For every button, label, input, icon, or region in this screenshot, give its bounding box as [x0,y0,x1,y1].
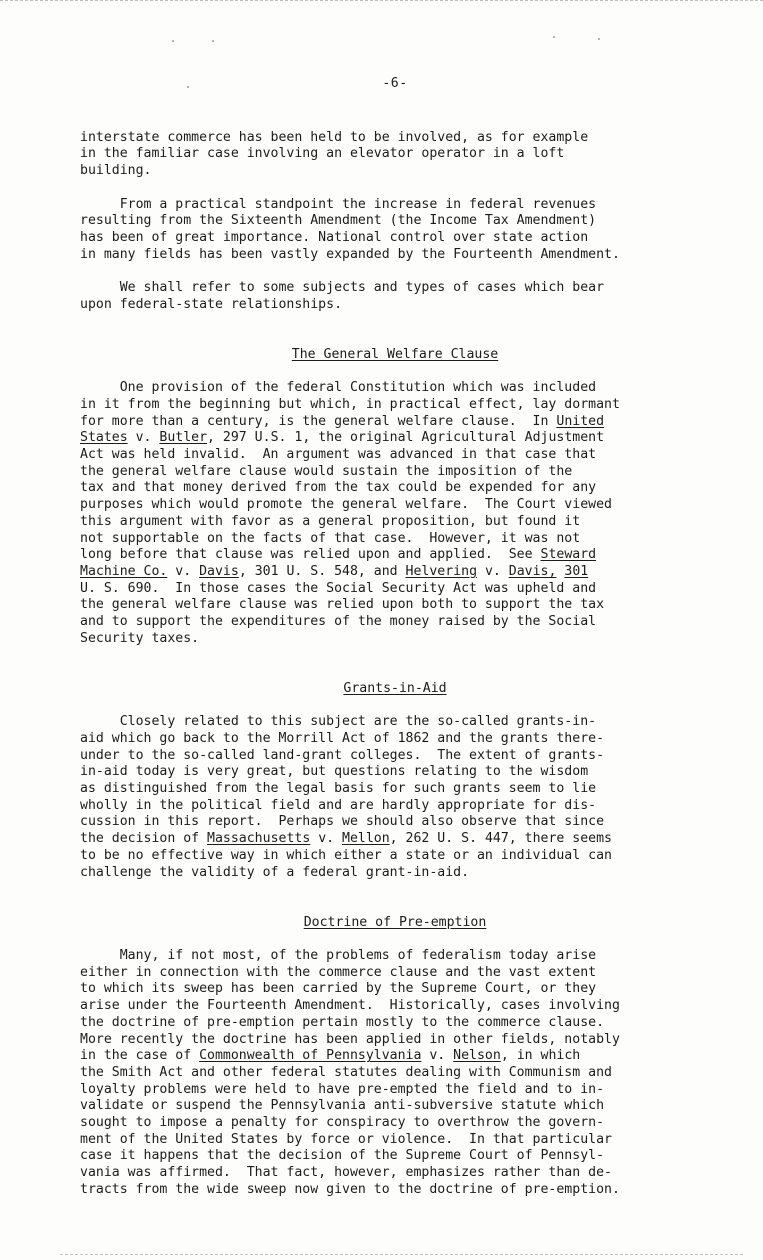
case-name: Nelson [453,1048,501,1064]
text-line: the decision of Massachusetts v. Mellon, 262 U. S. 447, there seems [80,831,612,847]
document-body [80,76,710,1199]
page-bottom-edge [60,1254,743,1255]
text-line: challenge the validity of a federal grant-in-aid. [80,864,470,880]
text-line: Machine Co. v. Davis, 301 U. S. 548, and Helvering v. Davis, 301 [80,563,589,579]
page-number: -6- [382,76,408,91]
text-line: interstate commerce has been held to be involved, as for example [80,129,589,145]
text-line: in the familiar case involving an elevator operator in a loft [80,146,565,162]
text-line: arise under the Fourteenth Amendment. Historically, cases involving [80,998,620,1014]
text-line: sought to impose a penalty for conspiracy to overthrow the govern- [80,1115,605,1131]
text-line: in many fields has been vastly expanded by the Fourteenth Amendment. [80,246,620,262]
text-line: in it from the beginning but which, in practical effect, lay dormant [80,396,620,412]
case-name: Machine Co. [80,563,168,579]
text-line: aid which go back to the Morrill Act of 1862 and the grants there- [80,730,605,746]
section-heading-grants-in-aid: Grants-in-Aid [343,680,447,696]
case-name: Commonwealth of Pennsylvania [199,1048,422,1064]
text-line: More recently the doctrine has been applied in other fields, notably [80,1031,620,1047]
text-line: upon federal-state relationships. [80,296,343,312]
text-line: in the case of Commonwealth of Pennsylvania v. Nelson, in which [80,1048,581,1064]
text-line: this argument with favor as a general proposition, but found it [80,513,581,529]
case-name: Mellon [342,831,390,847]
text-line: either in connection with the commerce clause and the vast extent [80,964,597,980]
text-line: wholly in the political field and are hardly appropriate for dis- [80,797,597,813]
text-line: the doctrine of pre-emption pertain mostly to the commerce clause. [80,1014,605,1030]
text-line: building. [80,163,152,179]
case-name: Steward [540,547,597,563]
case-name: Massachusetts [207,831,311,847]
section-heading-general-welfare: The General Welfare Clause [291,346,499,362]
text-line: the general welfare clause would sustain the imposition of the [80,463,573,479]
case-name: Helvering [405,563,478,579]
text-line: in-aid today is very great, but questions relating to the wisdom [80,764,589,780]
text-line: loyalty problems were held to have pre-empted the field and to in- [80,1081,605,1097]
text-line: under to the so-called land-grant colleges. The extent of grants- [80,747,605,763]
text-line: case it happens that the decision of the Supreme Court of Pennsyl- [80,1148,605,1164]
text-line: cussion in this report. Perhaps we should also observe that since [80,814,605,830]
text-line: tax and that money derived from the tax could be expended for any [80,480,597,496]
page-top-edge [0,0,763,1]
case-name: Davis [199,563,239,579]
case-name: States [80,430,128,446]
text-line: From a practical standpoint the increase in federal revenues [80,196,597,212]
text-line: vania was affirmed. That fact, however, emphasizes rather than de- [80,1165,612,1181]
section-heading-pre-emption: Doctrine of Pre-emption [303,914,487,930]
text-line: validate or suspend the Pennsylvania anti-subversive statute which [80,1098,605,1114]
text-line: U. S. 690. In those cases the Social Security Act was upheld and [80,580,597,596]
text-line: to be no effective way in which either a state or an individual can [80,847,612,863]
text-line: States v. Butler, 297 U.S. 1, the original Agricultural Adjustment [80,430,605,446]
text-line: not supportable on the facts of that case. However, it was not [80,530,581,546]
text-line: Act was held invalid. An argument was advanced in that case that [80,446,597,462]
text-line: Security taxes. [80,630,200,646]
scan-speck [553,36,555,38]
text-line: has been of great importance. National control over state action [80,229,589,245]
text-line: purposes which would promote the general welfare. The Court viewed [80,497,612,513]
text-line: One provision of the federal Constitution which was included [80,380,597,396]
text-line: tracts from the wide sweep now given to the doctrine of pre-emption. [80,1181,620,1197]
scan-speck [172,40,174,42]
text-line: Closely related to this subject are the so-called grants-in- [80,714,597,730]
text-line: resulting from the Sixteenth Amendment (the Income Tax Amendment) [80,213,597,229]
text-line: We shall refer to some subjects and types of cases which bear [80,280,605,295]
text-line: as distinguished from the legal basis for such grants seem to lie [80,781,597,796]
scan-speck [212,40,214,42]
text-line: and to support the expenditures of the money raised by the Social [80,614,597,630]
text-line: to which its sweep has been carried by the Supreme Court, or they [80,981,597,997]
text-line: the general welfare clause was relied upon both to support the tax [80,597,605,613]
scan-speck [598,38,600,40]
case-name: United [556,413,605,429]
case-name: Davis [508,563,549,579]
case-name: Butler [159,430,208,446]
text-line: for more than a century, is the general welfare clause. In United [80,413,605,429]
text-line: the Smith Act and other federal statutes dealing with Communism and [80,1064,612,1080]
text-line: Many, if not most, of the problems of federalism today arise [80,947,597,963]
text-line: ment of the United States by force or violence. In that particular [80,1131,612,1147]
text-line: long before that clause was relied upon and applied. See Steward [80,547,597,563]
